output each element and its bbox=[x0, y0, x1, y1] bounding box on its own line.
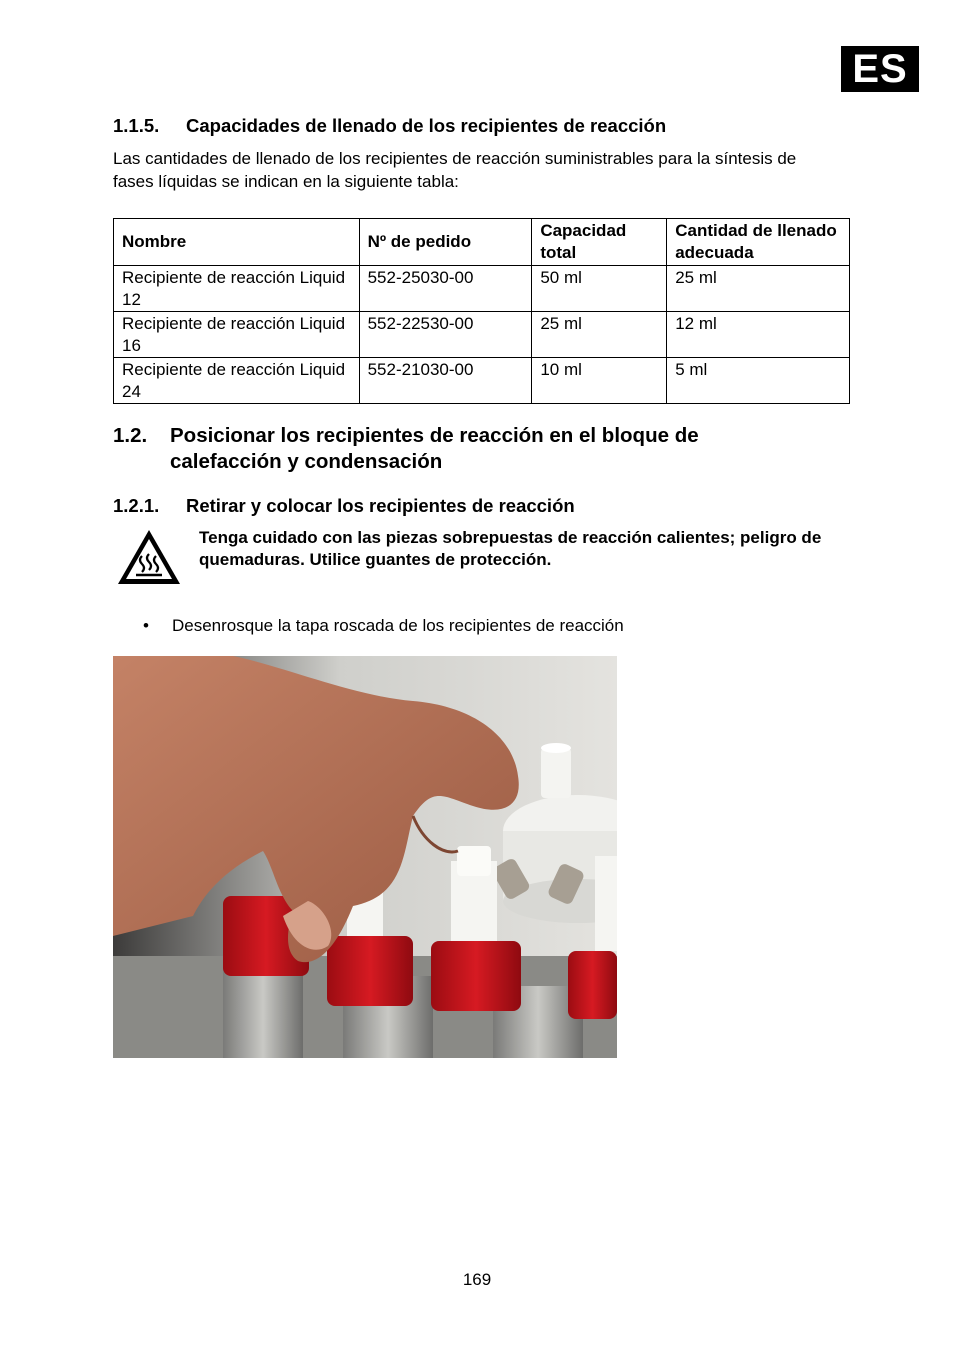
header-capacidad: Capacidad total bbox=[532, 219, 667, 266]
section-title: Retirar y colocar los recipientes de reacción bbox=[186, 495, 575, 516]
list-item bbox=[143, 614, 624, 637]
section-number: 1.2. bbox=[113, 424, 148, 447]
cell-pedido: 552-21030-00 bbox=[359, 358, 532, 404]
hot-surface-warning-icon bbox=[116, 528, 182, 586]
cell-nombre: Recipiente de reacción Liquid 16 bbox=[114, 312, 360, 358]
cell-cantidad: 5 ml bbox=[667, 358, 850, 404]
header-nombre: Nombre bbox=[114, 219, 360, 266]
header-pedido: Nº de pedido bbox=[359, 219, 532, 266]
language-badge: ES bbox=[841, 46, 919, 92]
cell-pedido: 552-22530-00 bbox=[359, 312, 532, 358]
cell-capacidad: 25 ml bbox=[532, 312, 667, 358]
section-title: Capacidades de llenado de los recipientes de reacción bbox=[186, 115, 667, 136]
section-1-1-5-heading bbox=[113, 115, 666, 137]
table-row bbox=[114, 358, 850, 404]
table-row bbox=[114, 312, 850, 358]
list-item-text: Desenrosque la tapa roscada de los recipientes de reacción bbox=[172, 616, 624, 635]
cell-cantidad: 12 ml bbox=[667, 312, 850, 358]
header-cantidad: Cantidad de llenado adecuada bbox=[667, 219, 850, 266]
warning-text: Tenga cuidado con las piezas sobrepuestas de reacción calientes; peligro de quemaduras. Utilice guantes de protección. bbox=[199, 528, 822, 569]
table-header-row bbox=[114, 219, 850, 266]
bullet-icon: • bbox=[143, 616, 149, 635]
section-1-2-1-heading bbox=[113, 495, 575, 517]
page-number: 169 bbox=[462, 1270, 492, 1289]
table-row bbox=[114, 266, 850, 312]
cell-cantidad: 25 ml bbox=[667, 266, 850, 312]
intro-paragraph: Las cantidades de llenado de los recipientes de reacción suministrables para la síntesis de fases líquidas se indican en la siguiente tabla: bbox=[113, 149, 797, 191]
cell-pedido: 552-25030-00 bbox=[359, 266, 532, 312]
section-number: 1.2.1. bbox=[113, 495, 160, 516]
section-number: 1.1.5. bbox=[113, 115, 160, 136]
cell-nombre: Recipiente de reacción Liquid 24 bbox=[114, 358, 360, 404]
fill-capacity-table bbox=[113, 218, 850, 404]
cell-nombre: Recipiente de reacción Liquid 12 bbox=[114, 266, 360, 312]
section-title: Posicionar los recipientes de reacción en el bloque de calefacción y condensación bbox=[170, 424, 699, 473]
hand-unscrewing-cap-photo bbox=[113, 656, 617, 1058]
cell-capacidad: 50 ml bbox=[532, 266, 667, 312]
cell-capacidad: 10 ml bbox=[532, 358, 667, 404]
